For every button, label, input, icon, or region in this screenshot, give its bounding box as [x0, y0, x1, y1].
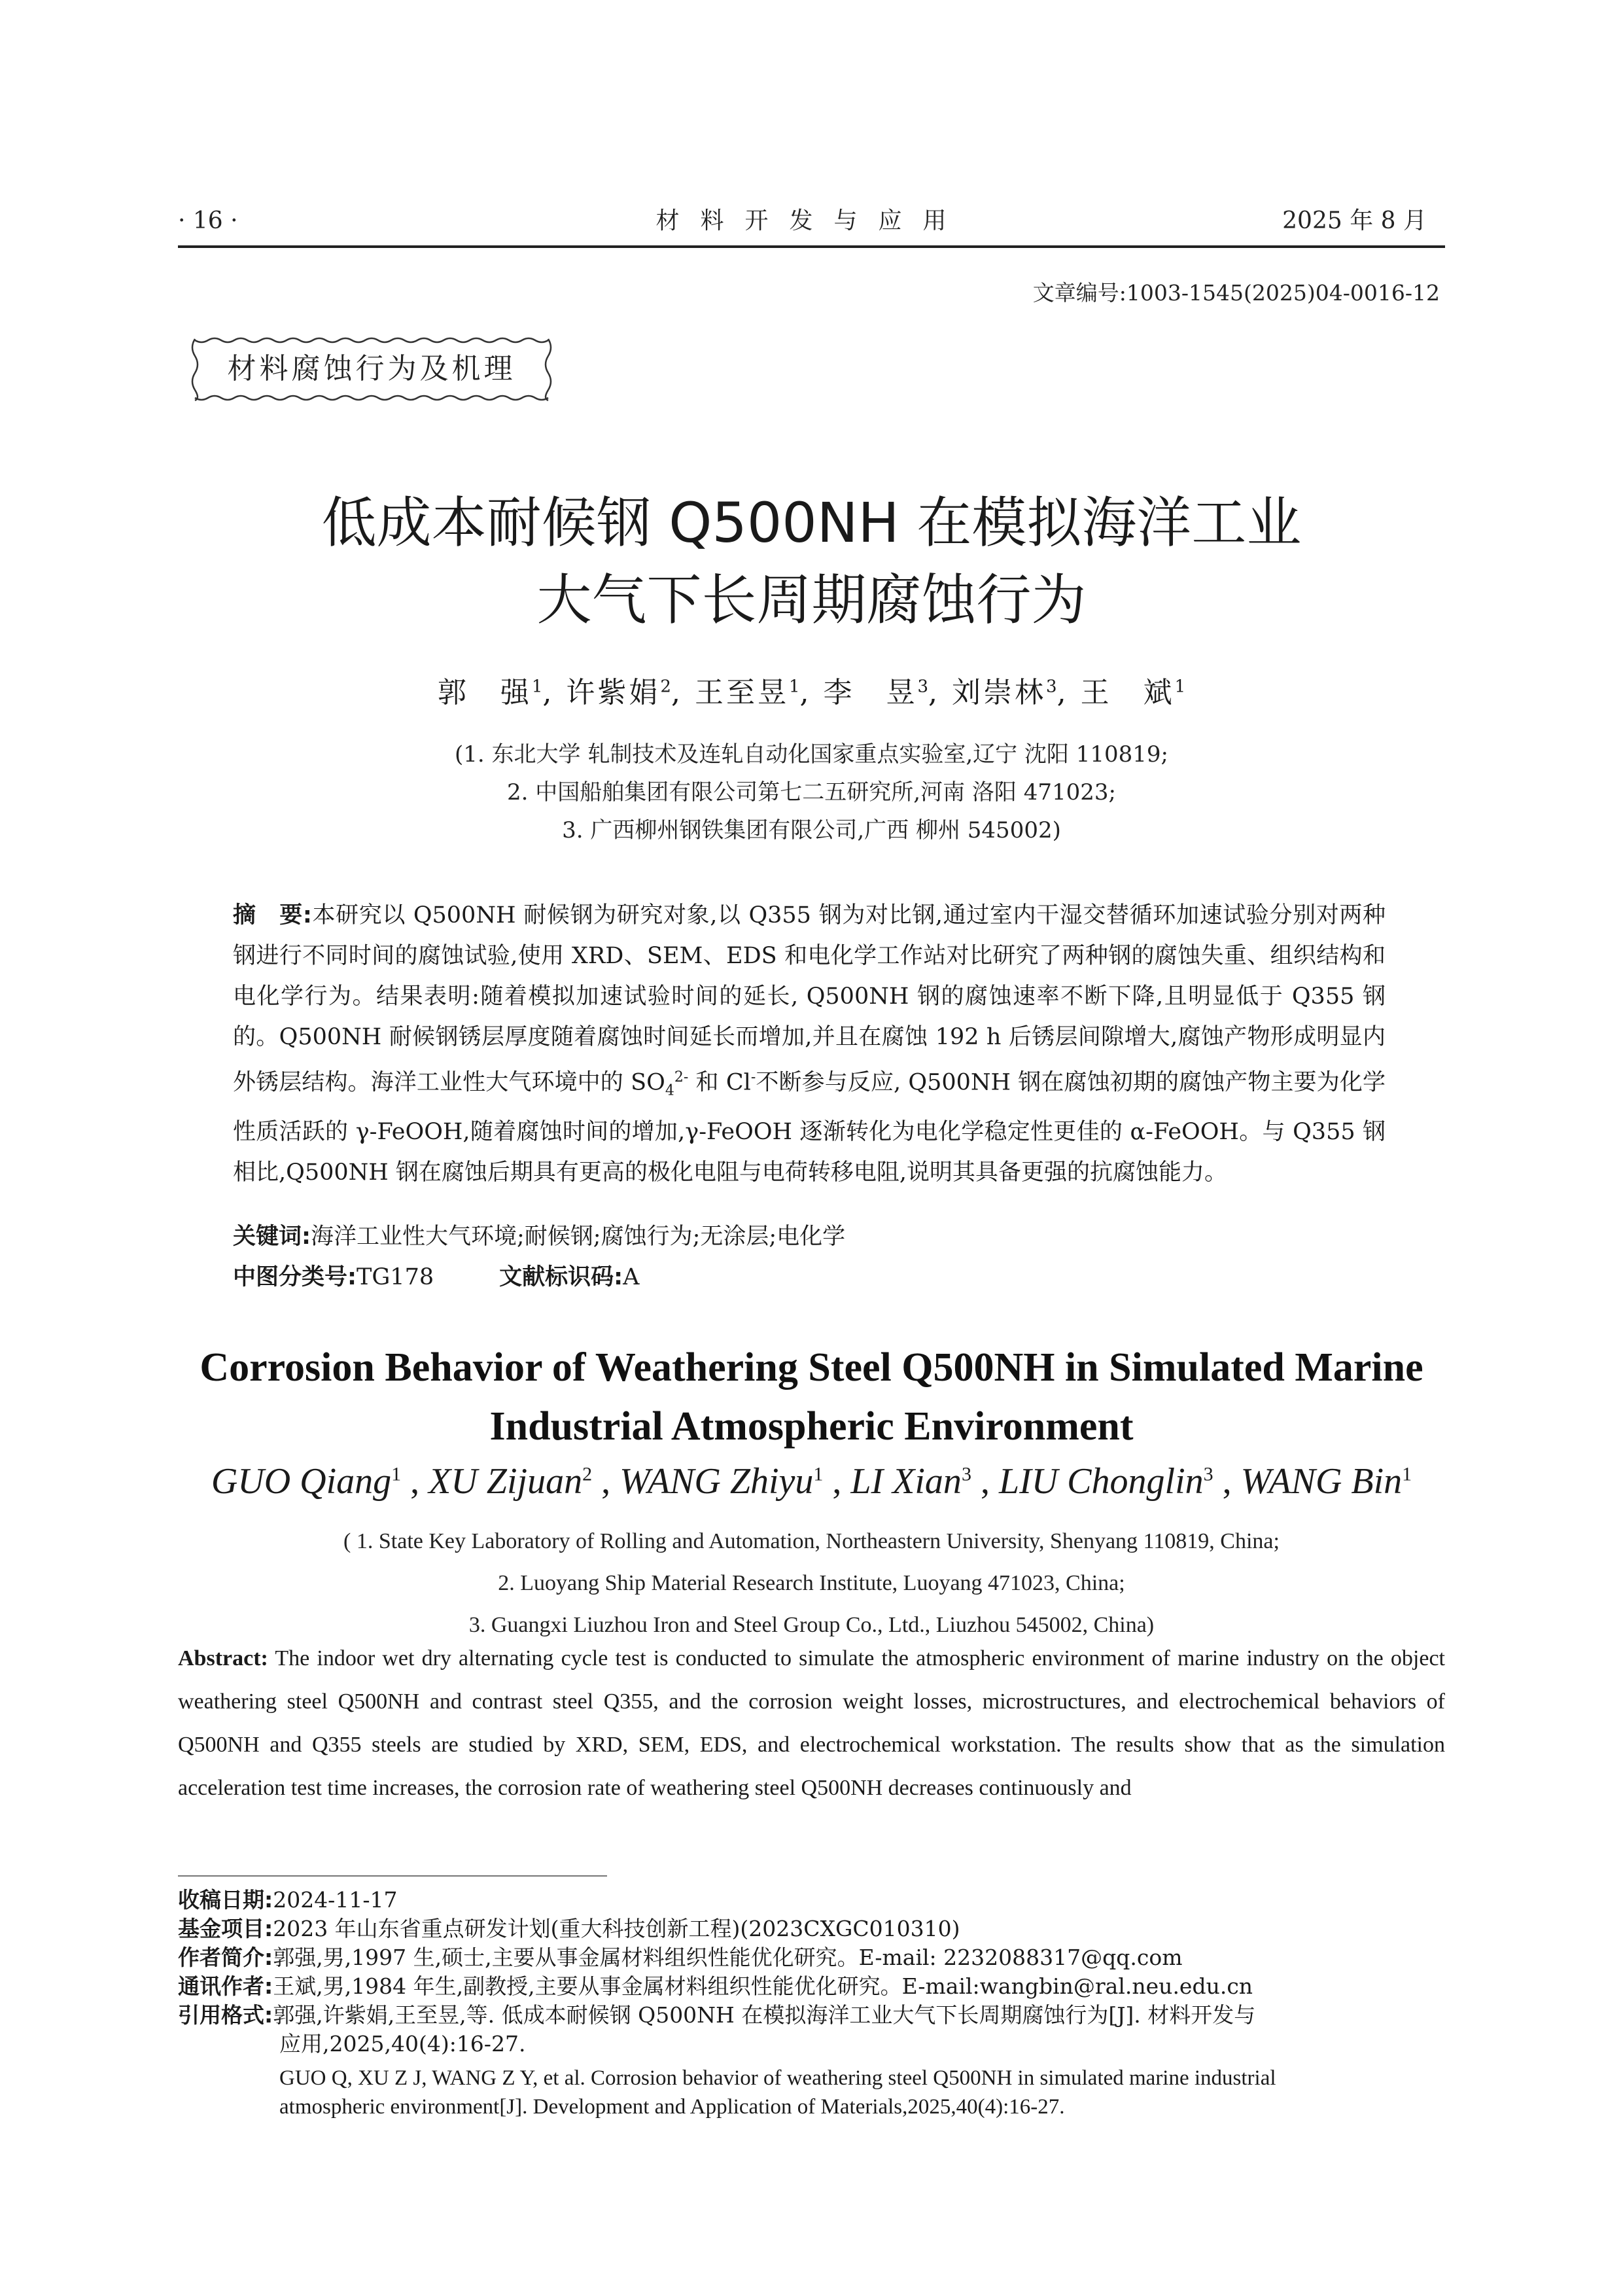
- authors-en: [0, 1460, 1623, 1502]
- affiliation-cn-2: 2. 中国船舶集团有限公司第七二五研究所,河南 洛阳 471023;: [507, 779, 1116, 805]
- affiliation-cn-1: (1. 东北大学 轧制技术及连轧自动化国家重点实验室,辽宁 沈阳 110819;: [455, 741, 1168, 768]
- abstract-en-text: The indoor wet dry alternating cycle test is conducted to simulate the atmospheric environment of marine industry on the object weathering steel Q500NH and contrast steel Q355, and the corrosion weight losses, microstructures, and electrochemical behaviors of Q500NH and Q355 steels are studied by XRD, SEM, EDS, and electrochemical workstation. The results show that as the simulation acceleration test time increases, the corrosion rate of weathering steel Q500NH decreases continuously and: [178, 1646, 1445, 1800]
- section-tag-label: 材料腐蚀行为及机理: [227, 352, 516, 385]
- issue-date: 2025 年 8 月: [1282, 207, 1427, 234]
- title-cn-line1: 低成本耐候钢 Q500NH 在模拟海洋工业: [321, 491, 1302, 555]
- title-cn-line2: 大气下长周期腐蚀行为: [536, 568, 1087, 632]
- author-cn: 郭 强$^1$,: [437, 676, 555, 709]
- author-en: LI Xian$^3$ ,: [850, 1461, 999, 1502]
- author-cn: 许紫娟$^2$,: [566, 676, 683, 709]
- keywords-cn-value: 海洋工业性大气环境;耐候钢;腐蚀行为;无涂层;电化学: [311, 1224, 846, 1250]
- footnote-rule: [178, 1875, 607, 1877]
- section-tag: [188, 335, 555, 403]
- authors-cn: [0, 669, 1623, 711]
- title-cn: [0, 484, 1623, 639]
- title-en: [0, 1338, 1623, 1456]
- doc-code-value: A: [623, 1264, 640, 1290]
- keywords-cn: [233, 1220, 1410, 1254]
- article-number: 文章编号:1003-1545(2025)04-0016-12: [1032, 280, 1440, 306]
- header-rule: [178, 245, 1445, 248]
- keywords-cn-label: 关键词:: [233, 1224, 311, 1250]
- journal-name: 材料开发与应用: [655, 207, 968, 234]
- affiliation-en-1: ( 1. State Key Laboratory of Rolling and Automation, Northeastern University, Shenyang 110819, China;: [343, 1529, 1280, 1553]
- abstract-cn-label: 摘 要:: [233, 902, 312, 928]
- abstract-cn: 摘 要:本研究以 Q500NH 耐候钢为研究对象,以 Q355 钢为对比钢,通过室内干湿交替循环加速试验分别对两种钢进行不同时间的腐蚀试验,使用 XRD、SEM、EDS 和电化学工作站对比研究了两种钢的腐蚀失重、组织结构和电化学行为。结果表明:随着模拟加速试验时间的延长, Q500NH 钢的腐蚀速率不断下降,且明显低于 Q355 钢的。Q500NH 耐候钢锈层厚度随着腐蚀时间延长而增加,并且在腐蚀 192 h 后锈层间隙增大,腐蚀产物形成明显内外锈层结构。海洋工业性大气环境中的 $SO_4^{2-}$ 和 Cl-不断参与反应, Q500NH 钢在腐蚀初期的腐蚀产物主要为化学性质活跃的 γ-FeOOH,随着腐蚀时间的增加,γ-FeOOH 逐渐转化为电化学稳定性更佳的 α-FeOOH。与 Q355 钢相比,Q500NH 钢在腐蚀后期具有更高的极化电阻与电荷转移电阻,说明其具备更强的抗腐蚀能力。: [233, 902, 1386, 1186]
- footnote-received: 收稿日期:2024-11-17: [178, 1887, 398, 1913]
- author-cn: 王 斌$^1$: [1080, 676, 1186, 709]
- abstract-en: [178, 1637, 1445, 1853]
- title-en-line1: Corrosion Behavior of Weathering Steel Q500NH in Simulated Marine: [200, 1345, 1423, 1390]
- affiliations-cn: [0, 735, 1623, 849]
- abstract-en-label: Abstract:: [178, 1646, 268, 1670]
- author-cn: 李 昱$^3$,: [823, 676, 941, 709]
- affiliations-en: [0, 1521, 1623, 1646]
- footnote-corresponding: 通讯作者:王斌,男,1984 年生,副教授,主要从事金属材料组织性能优化研究。E-mail:wangbin@ral.neu.edu.cn: [178, 1973, 1253, 1999]
- author-cn: 王至昱$^1$,: [694, 676, 812, 709]
- title-en-line2: Industrial Atmospheric Environment: [489, 1404, 1134, 1449]
- footnote-citation: 引用格式:郭强,许紫娟,王至昱,等. 低成本耐候钢 Q500NH 在模拟海洋工业大气下长周期腐蚀行为[J]. 材料开发与 应用,2025,40(4):16-27. GUO Q, XU Z J, WANG Z Y, et al. Corrosion behavior of weathering steel Q500NH in simulated marine industrial atmospheric environment[J]. Development and Application of Materials,2025,40(4):16-27.: [178, 2002, 1276, 2119]
- footnote-author: 作者简介:郭强,男,1997 生,硕士,主要从事金属材料组织性能优化研究。E-mail: 2232088317@qq.com: [178, 1945, 1183, 1970]
- page-number: · 16 ·: [178, 207, 238, 234]
- author-en: XU Zijuan$^2$ ,: [428, 1461, 620, 1502]
- footnote-fund: 基金项目:2023 年山东省重点研发计划(重大科技创新工程)(2023CXGC010310): [178, 1916, 960, 1941]
- classification-row: 中图分类号:TG178 文献标识码:A: [233, 1264, 640, 1290]
- affiliation-cn-3: 3. 广西柳州钢铁集团有限公司,广西 柳州 545002): [562, 817, 1061, 843]
- author-en: WANG Bin$^1$: [1240, 1461, 1412, 1502]
- affiliation-en-2: 2. Luoyang Ship Material Research Institute, Luoyang 471023, China;: [498, 1571, 1125, 1595]
- affiliation-en-3: 3. Guangxi Liuzhou Iron and Steel Group Co., Ltd., Liuzhou 545002, China): [468, 1613, 1155, 1637]
- clc-value: TG178: [357, 1264, 434, 1290]
- author-en: LIU Chonglin$^3$ ,: [998, 1461, 1241, 1502]
- author-cn: 刘崇林$^3$,: [952, 676, 1069, 709]
- author-en: GUO Qiang$^1$ ,: [211, 1461, 429, 1502]
- author-en: WANG Zhiyu$^1$ ,: [620, 1461, 851, 1502]
